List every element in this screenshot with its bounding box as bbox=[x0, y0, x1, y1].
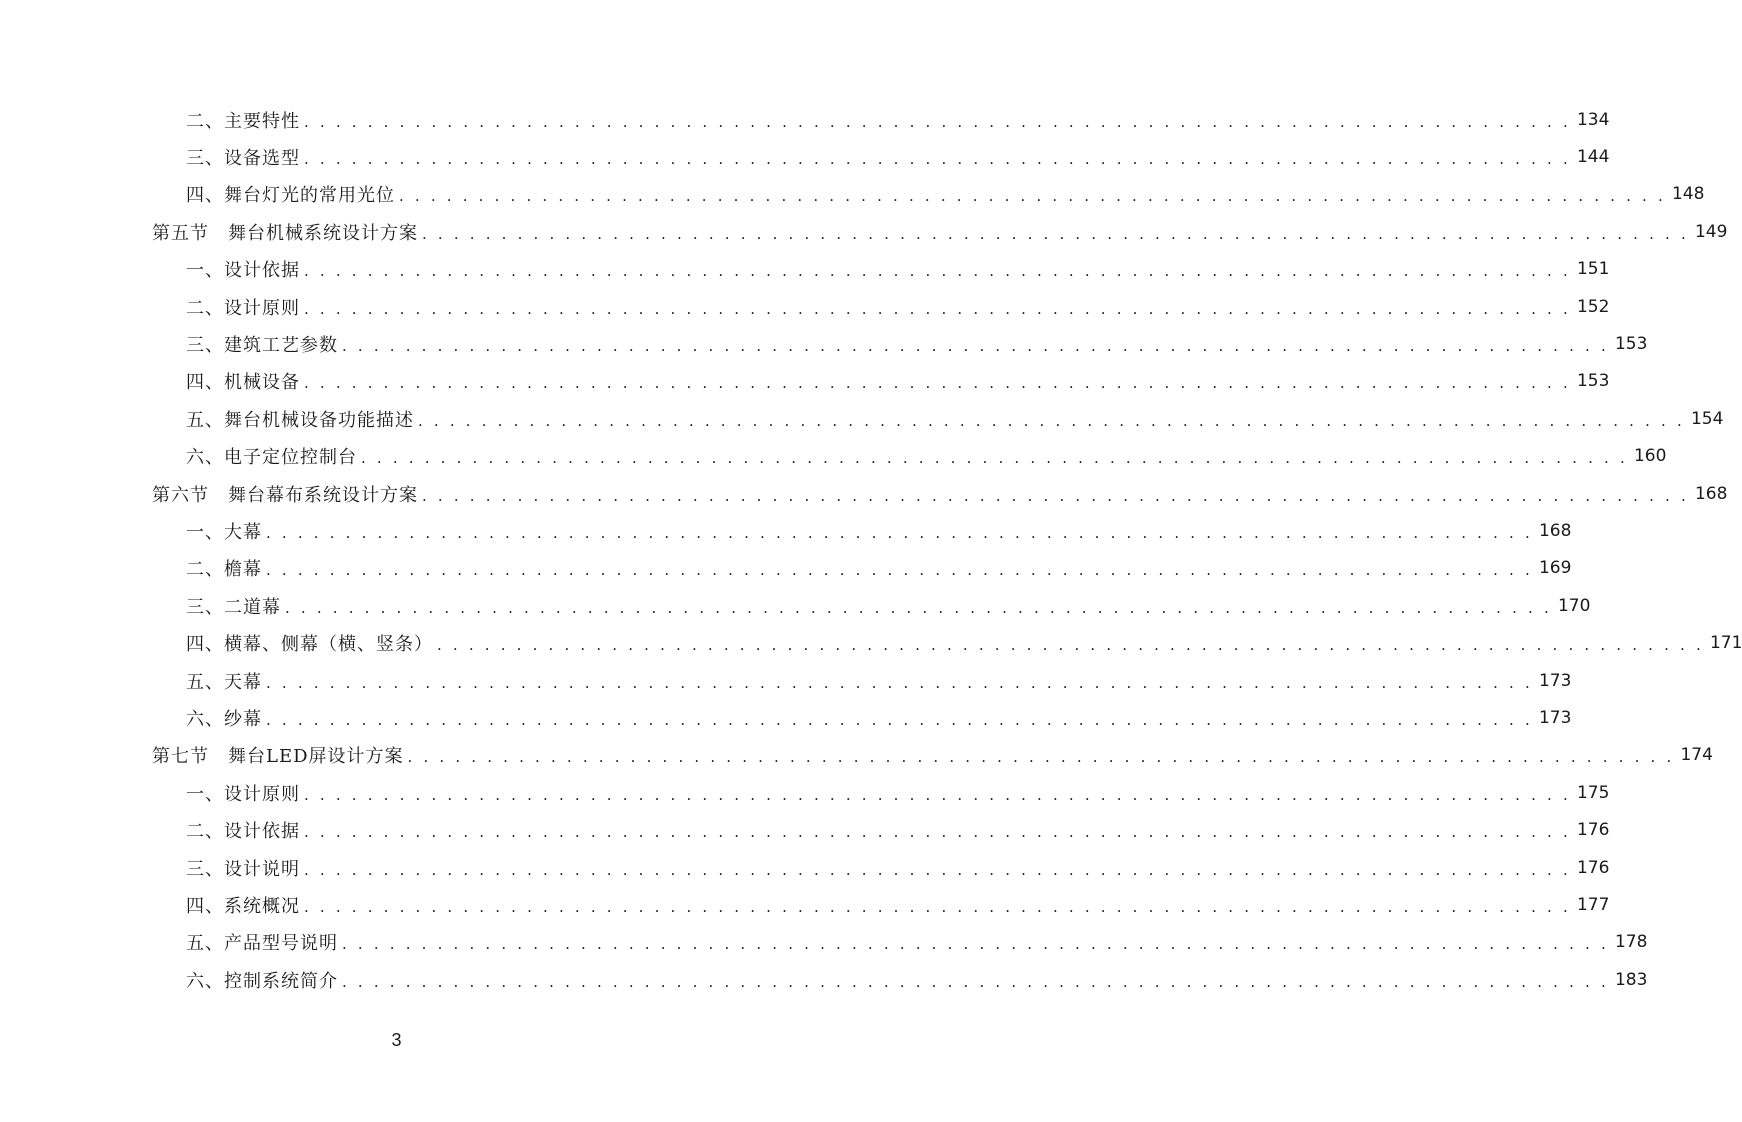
toc-subsection-entry[interactable] bbox=[0, 288, 1610, 325]
toc-dot-leader: . . . . . . . . . . . . . . . . . . . . . . . . . . . . . . . . . . . . . . . . . . . . . . . . . . . . . . . . . . . . . . . . . . . . . . . . . . . . . . . . bbox=[437, 636, 1704, 655]
toc-entry-label: 四、机械设备 bbox=[186, 372, 300, 394]
toc-entry-label: 五、产品型号说明 bbox=[186, 933, 338, 955]
toc-subsection-entry[interactable] bbox=[0, 251, 1610, 288]
toc-entry-page: 149 bbox=[1694, 221, 1728, 242]
toc-dot-leader: . . . . . . . . . . . . . . . . . . . . . . . . . . . . . . . . . . . . . . . . . . . . . . . . . . . . . . . . . . . . . . . . . . . . . . . . . . . . . . . . bbox=[342, 337, 1609, 356]
toc-entry-page: 168 bbox=[1694, 483, 1728, 504]
table-of-contents bbox=[0, 101, 1742, 998]
toc-entry-page: 168 bbox=[1538, 520, 1572, 541]
toc-subsection-entry[interactable] bbox=[0, 811, 1610, 848]
toc-dot-leader: . . . . . . . . . . . . . . . . . . . . . . . . . . . . . . . . . . . . . . . . . . . . . . . . . . . . . . . . . . . . . . . . . . . . . . . . . . . . . . . . bbox=[304, 785, 1571, 804]
toc-dot-leader: . . . . . . . . . . . . . . . . . . . . . . . . . . . . . . . . . . . . . . . . . . . . . . . . . . . . . . . . . . . . . . . . . . . . . . . . . . . . . . . . bbox=[399, 187, 1666, 206]
toc-entry-label: 五、舞台机械设备功能描述 bbox=[186, 409, 414, 431]
toc-dot-leader: . . . . . . . . . . . . . . . . . . . . . . . . . . . . . . . . . . . . . . . . . . . . . . . . . . . . . . . . . . . . . . . . . . . . . . . . . . . . . . . . bbox=[266, 673, 1533, 692]
toc-entry-label: 四、系统概况 bbox=[186, 895, 300, 917]
toc-subsection-entry[interactable] bbox=[0, 774, 1610, 811]
toc-entry-page: 170 bbox=[1557, 595, 1591, 616]
toc-dot-leader: . . . . . . . . . . . . . . . . . . . . . . . . . . . . . . . . . . . . . . . . . . . . . . . . . . . . . . . . . . . . . . . . . . . . . . . . . . . . . . . . bbox=[266, 561, 1533, 580]
toc-dot-leader: . . . . . . . . . . . . . . . . . . . . . . . . . . . . . . . . . . . . . . . . . . . . . . . . . . . . . . . . . . . . . . . . . . . . . . . . . . . . . . . . bbox=[304, 897, 1571, 916]
toc-subsection-entry[interactable] bbox=[0, 176, 1705, 213]
toc-dot-leader: . . . . . . . . . . . . . . . . . . . . . . . . . . . . . . . . . . . . . . . . . . . . . . . . . . . . . . . . . . . . . . . . . . . . . . . . . . . . . . . . bbox=[304, 112, 1571, 131]
toc-subsection-entry[interactable] bbox=[0, 101, 1610, 138]
toc-dot-leader: . . . . . . . . . . . . . . . . . . . . . . . . . . . . . . . . . . . . . . . . . . . . . . . . . . . . . . . . . . . . . . . . . . . . . . . . . . . . . . . . bbox=[304, 299, 1571, 318]
toc-dot-leader: . . . . . . . . . . . . . . . . . . . . . . . . . . . . . . . . . . . . . . . . . . . . . . . . . . . . . . . . . . . . . . . . . . . . . . . . . . . . . . . . bbox=[304, 374, 1571, 393]
toc-subsection-entry[interactable] bbox=[0, 662, 1572, 699]
toc-entry-label: 四、舞台灯光的常用光位 bbox=[186, 185, 395, 207]
toc-subsection-entry[interactable] bbox=[0, 624, 1742, 661]
toc-dot-leader: . . . . . . . . . . . . . . . . . . . . . . . . . . . . . . . . . . . . . . . . . . . . . . . . . . . . . . . . . . . . . . . . . . . . . . . . . . . . . . . . bbox=[418, 411, 1685, 430]
toc-section-entry[interactable] bbox=[0, 213, 1728, 250]
toc-entry-page: 134 bbox=[1576, 109, 1610, 130]
toc-section-entry[interactable] bbox=[0, 475, 1728, 512]
toc-entry-page: 175 bbox=[1576, 782, 1610, 803]
toc-entry-page: 153 bbox=[1614, 334, 1648, 355]
toc-subsection-entry[interactable] bbox=[0, 363, 1610, 400]
toc-dot-leader: . . . . . . . . . . . . . . . . . . . . . . . . . . . . . . . . . . . . . . . . . . . . . . . . . . . . . . . . . . . . . . . . . . . . . . . . . . . . . . . . bbox=[266, 523, 1533, 542]
toc-entry-label: 四、横幕、侧幕（横、竖条） bbox=[186, 634, 433, 656]
toc-dot-leader: . . . . . . . . . . . . . . . . . . . . . . . . . . . . . . . . . . . . . . . . . . . . . . . . . . . . . . . . . . . . . . . . . . . . . . . . . . . . . . . . bbox=[304, 823, 1571, 842]
toc-dot-leader: . . . . . . . . . . . . . . . . . . . . . . . . . . . . . . . . . . . . . . . . . . . . . . . . . . . . . . . . . . . . . . . . . . . . . . . . . . . . . . . . bbox=[285, 598, 1552, 617]
toc-entry-label: 第五节 舞台机械系统设计方案 bbox=[152, 222, 418, 244]
toc-subsection-entry[interactable] bbox=[0, 587, 1591, 624]
toc-subsection-entry[interactable] bbox=[0, 699, 1572, 736]
toc-entry-page: 153 bbox=[1576, 371, 1610, 392]
toc-subsection-entry[interactable] bbox=[0, 138, 1610, 175]
toc-entry-label: 三、设备选型 bbox=[186, 148, 300, 170]
toc-entry-label: 一、大幕 bbox=[186, 521, 262, 543]
toc-entry-page: 173 bbox=[1538, 707, 1572, 728]
toc-dot-leader: . . . . . . . . . . . . . . . . . . . . . . . . . . . . . . . . . . . . . . . . . . . . . . . . . . . . . . . . . . . . . . . . . . . . . . . . . . . . . . . . bbox=[304, 860, 1571, 879]
toc-entry-label: 二、设计原则 bbox=[186, 297, 300, 319]
toc-dot-leader: . . . . . . . . . . . . . . . . . . . . . . . . . . . . . . . . . . . . . . . . . . . . . . . . . . . . . . . . . . . . . . . . . . . . . . . . . . . . . . . . bbox=[342, 935, 1609, 954]
toc-dot-leader: . . . . . . . . . . . . . . . . . . . . . . . . . . . . . . . . . . . . . . . . . . . . . . . . . . . . . . . . . . . . . . . . . . . . . . . . . . . . . . . . bbox=[342, 972, 1609, 991]
toc-entry-page: 160 bbox=[1633, 446, 1667, 467]
toc-entry-label: 六、纱幕 bbox=[186, 708, 262, 730]
toc-dot-leader: . . . . . . . . . . . . . . . . . . . . . . . . . . . . . . . . . . . . . . . . . . . . . . . . . . . . . . . . . . . . . . . . . . . . . . . . . . . . . . . . bbox=[361, 449, 1628, 468]
toc-dot-leader: . . . . . . . . . . . . . . . . . . . . . . . . . . . . . . . . . . . . . . . . . . . . . . . . . . . . . . . . . . . . . . . . . . . . . . . . . . . . . . . . bbox=[266, 710, 1533, 729]
toc-entry-label: 第七节 舞台LED屏设计方案 bbox=[152, 746, 404, 768]
toc-subsection-entry[interactable] bbox=[0, 512, 1572, 549]
toc-entry-page: 183 bbox=[1614, 969, 1648, 990]
toc-entry-label: 三、设计说明 bbox=[186, 858, 300, 880]
toc-entry-page: 177 bbox=[1576, 894, 1610, 915]
toc-subsection-entry[interactable] bbox=[0, 924, 1648, 961]
toc-entry-label: 五、天幕 bbox=[186, 671, 262, 693]
toc-entry-label: 三、二道幕 bbox=[186, 596, 281, 618]
toc-entry-label: 第六节 舞台幕布系统设计方案 bbox=[152, 484, 418, 506]
toc-entry-label: 六、电子定位控制台 bbox=[186, 447, 357, 469]
toc-entry-page: 169 bbox=[1538, 558, 1572, 579]
toc-entry-page: 154 bbox=[1690, 408, 1724, 429]
toc-entry-label: 二、檐幕 bbox=[186, 559, 262, 581]
page-number: 3 bbox=[391, 1030, 402, 1050]
toc-entry-label: 二、主要特性 bbox=[186, 110, 300, 132]
toc-entry-label: 二、设计依据 bbox=[186, 821, 300, 843]
toc-entry-page: 173 bbox=[1538, 670, 1572, 691]
toc-entry-label: 一、设计原则 bbox=[186, 783, 300, 805]
toc-subsection-entry[interactable] bbox=[0, 849, 1610, 886]
toc-dot-leader: . . . . . . . . . . . . . . . . . . . . . . . . . . . . . . . . . . . . . . . . . . . . . . . . . . . . . . . . . . . . . . . . . . . . . . . . . . . . . . . . bbox=[422, 224, 1689, 243]
toc-subsection-entry[interactable] bbox=[0, 438, 1667, 475]
toc-entry-page: 151 bbox=[1576, 259, 1610, 280]
toc-entry-page: 174 bbox=[1680, 745, 1713, 766]
toc-section-entry[interactable] bbox=[0, 737, 1713, 774]
toc-entry-page: 152 bbox=[1576, 296, 1610, 317]
toc-subsection-entry[interactable] bbox=[0, 400, 1724, 437]
toc-entry-page: 178 bbox=[1614, 932, 1648, 953]
toc-entry-page: 176 bbox=[1576, 820, 1610, 841]
toc-subsection-entry[interactable] bbox=[0, 886, 1610, 923]
toc-entry-label: 一、设计依据 bbox=[186, 260, 300, 282]
toc-entry-label: 六、控制系统简介 bbox=[186, 970, 338, 992]
toc-subsection-entry[interactable] bbox=[0, 961, 1648, 998]
toc-dot-leader: . . . . . . . . . . . . . . . . . . . . . . . . . . . . . . . . . . . . . . . . . . . . . . . . . . . . . . . . . . . . . . . . . . . . . . . . . . . . . . . . bbox=[422, 486, 1689, 505]
toc-subsection-entry[interactable] bbox=[0, 325, 1648, 362]
toc-dot-leader: . . . . . . . . . . . . . . . . . . . . . . . . . . . . . . . . . . . . . . . . . . . . . . . . . . . . . . . . . . . . . . . . . . . . . . . . . . . . . . . . bbox=[304, 262, 1571, 281]
toc-subsection-entry[interactable] bbox=[0, 550, 1572, 587]
toc-entry-label: 三、建筑工艺参数 bbox=[186, 335, 338, 357]
toc-entry-page: 176 bbox=[1576, 857, 1610, 878]
toc-entry-page: 148 bbox=[1671, 184, 1705, 205]
toc-entry-page: 171 bbox=[1709, 633, 1742, 654]
toc-dot-leader: . . . . . . . . . . . . . . . . . . . . . . . . . . . . . . . . . . . . . . . . . . . . . . . . . . . . . . . . . . . . . . . . . . . . . . . . . . . . . . . . bbox=[407, 748, 1675, 767]
toc-entry-page: 144 bbox=[1576, 147, 1610, 168]
toc-dot-leader: . . . . . . . . . . . . . . . . . . . . . . . . . . . . . . . . . . . . . . . . . . . . . . . . . . . . . . . . . . . . . . . . . . . . . . . . . . . . . . . . bbox=[304, 150, 1571, 169]
